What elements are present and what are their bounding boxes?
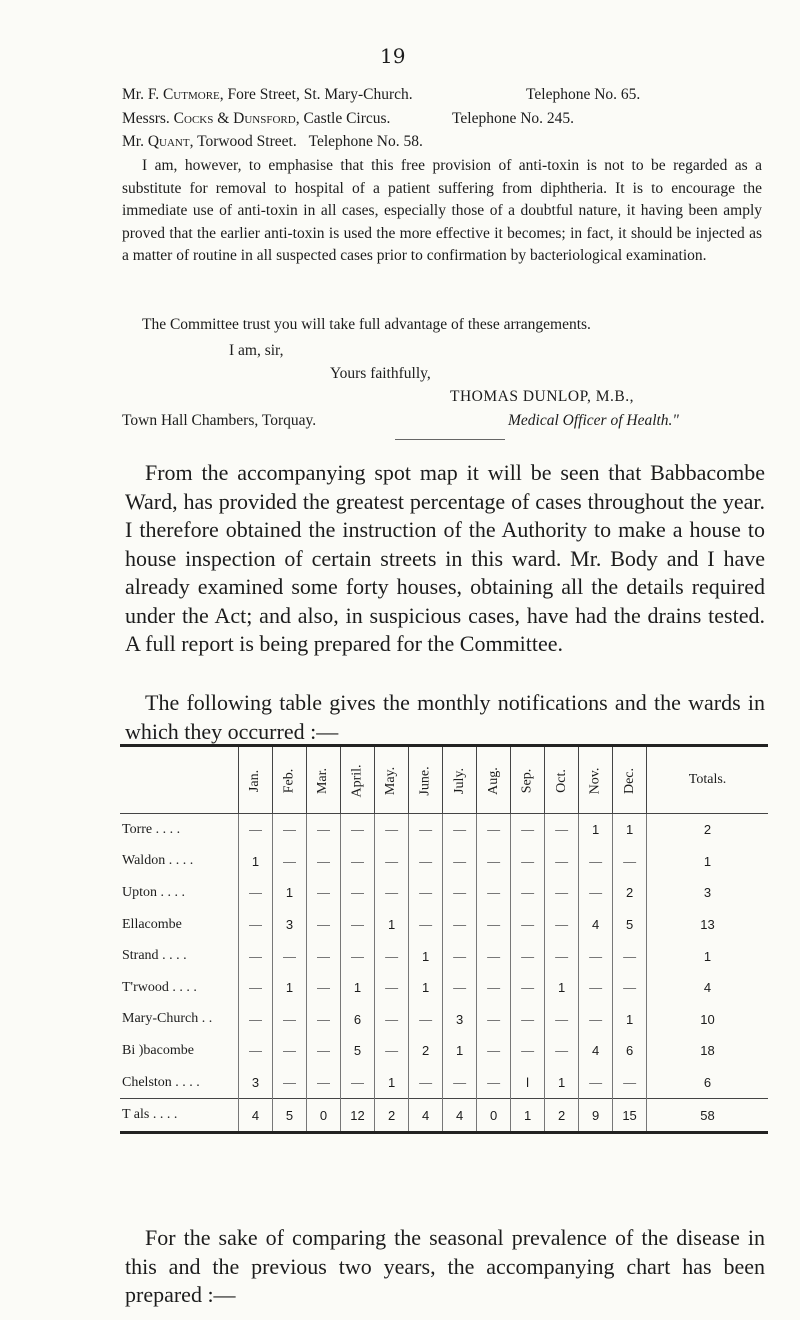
contact-name: Cocks & Dunsford: [173, 110, 296, 127]
table-cell: —: [341, 940, 375, 972]
ward-name: Waldon . . . .: [122, 853, 194, 869]
table-cell: 6: [613, 1035, 647, 1067]
table-cell: 1: [409, 972, 443, 1004]
table-cell: —: [443, 1067, 477, 1099]
contact-prefix: Mr.: [122, 133, 148, 150]
table-cell: 12: [341, 1099, 375, 1133]
header-oct: Oct.: [545, 746, 579, 814]
table-cell: —: [307, 814, 341, 846]
row-total: 58: [647, 1099, 768, 1133]
table-cell: —: [579, 972, 613, 1004]
row-total: 4: [647, 972, 768, 1004]
table-cell: 3: [239, 1067, 273, 1099]
table-cell: —: [511, 877, 545, 909]
header-mar: Mar.: [307, 746, 341, 814]
table-row: [120, 1035, 768, 1067]
header-july: July.: [443, 746, 477, 814]
contact-telephone: Telephone No. 65.: [526, 86, 641, 103]
table-row: [120, 1067, 768, 1099]
table-cell: —: [613, 1067, 647, 1099]
table-cell: —: [511, 846, 545, 878]
header-aug: Aug.: [477, 746, 511, 814]
table-cell: —: [307, 940, 341, 972]
table-cell: —: [579, 1067, 613, 1099]
table-cell: 4: [579, 1035, 613, 1067]
ward-name: Bi )bacombe: [122, 1042, 194, 1058]
table-cell: 1: [511, 1099, 545, 1133]
committee-line: The Committee trust you will take full advantage of these arrangements.: [142, 316, 591, 333]
table-cell: —: [341, 1067, 375, 1099]
table-row: [120, 909, 768, 941]
table-cell: 4: [579, 909, 613, 941]
header-blank: [120, 746, 239, 814]
row-total: 10: [647, 1004, 768, 1036]
table-cell: —: [273, 1035, 307, 1067]
table-row: [120, 972, 768, 1004]
table-cell: —: [307, 1004, 341, 1036]
table-cell: —: [239, 877, 273, 909]
table-cell: 4: [239, 1099, 273, 1133]
table-cell: —: [545, 814, 579, 846]
table-cell: —: [443, 940, 477, 972]
table-cell: —: [307, 1067, 341, 1099]
table-cell: —: [511, 1004, 545, 1036]
divider: [395, 439, 505, 440]
table-cell: —: [511, 1035, 545, 1067]
table-cell: —: [477, 846, 511, 878]
row-total: 13: [647, 909, 768, 941]
page-number: 19: [380, 44, 406, 68]
table-cell: 1: [375, 909, 409, 941]
table-cell: 4: [443, 1099, 477, 1133]
header-june: June.: [409, 746, 443, 814]
table-cell: —: [409, 909, 443, 941]
table-cell: 9: [579, 1099, 613, 1133]
table-cell: —: [477, 1004, 511, 1036]
table-row: [120, 1004, 768, 1036]
header-sep: Sep.: [511, 746, 545, 814]
table-cell: —: [613, 972, 647, 1004]
table-cell: —: [341, 846, 375, 878]
header-dec: Dec.: [613, 746, 647, 814]
table-cell: 1: [273, 877, 307, 909]
table-cell: —: [375, 1035, 409, 1067]
table-cell: —: [375, 814, 409, 846]
table-cell: —: [579, 846, 613, 878]
header-totals: Totals.: [647, 746, 768, 814]
table-cell: —: [613, 940, 647, 972]
header-jan: Jan.: [239, 746, 273, 814]
table-cell: 5: [273, 1099, 307, 1133]
table-intro: The following table gives the monthly notifications and the wards in which they occurred :—: [125, 690, 765, 744]
table-cell: 1: [273, 972, 307, 1004]
table-cell: —: [273, 1004, 307, 1036]
table-cell: 3: [273, 909, 307, 941]
table-cell: —: [375, 877, 409, 909]
table-row: [120, 814, 768, 846]
table-cell: —: [307, 1035, 341, 1067]
table-cell: —: [239, 940, 273, 972]
table-cell: —: [579, 877, 613, 909]
closing: Yours faithfully,: [330, 365, 431, 382]
table-row: [120, 940, 768, 972]
table-cell: 3: [443, 1004, 477, 1036]
address: Town Hall Chambers, Torquay.: [122, 412, 317, 429]
contact-cutmore: [122, 84, 762, 107]
table-cell: —: [273, 940, 307, 972]
table-cell: 1: [579, 814, 613, 846]
table-cell: —: [579, 1004, 613, 1036]
table-cell: —: [477, 972, 511, 1004]
table-cell: 1: [613, 814, 647, 846]
table-cell: 0: [307, 1099, 341, 1133]
table-cell: —: [545, 940, 579, 972]
contact-prefix: Mr. F.: [122, 86, 163, 103]
ward-name: Torre . . . .: [122, 821, 181, 837]
table-cell: —: [477, 1035, 511, 1067]
table-cell: —: [273, 1067, 307, 1099]
table-cell: —: [375, 846, 409, 878]
ward-name: Strand . . . .: [122, 948, 187, 964]
contact-cocks-dunsford: [122, 108, 762, 131]
table-cell: —: [375, 1004, 409, 1036]
table-cell: 2: [613, 877, 647, 909]
table-cell: —: [477, 940, 511, 972]
salutation: I am, sir,: [229, 342, 284, 359]
table-header-row: [120, 746, 768, 814]
table-cell: 1: [341, 972, 375, 1004]
table-cell: —: [341, 877, 375, 909]
row-total: 1: [647, 940, 768, 972]
header-may: May.: [375, 746, 409, 814]
contact-name: Cutmore: [162, 86, 220, 103]
table-cell: —: [545, 877, 579, 909]
table-cell: —: [307, 972, 341, 1004]
table-cell: —: [307, 846, 341, 878]
table-cell: —: [375, 972, 409, 1004]
table-cell: —: [613, 846, 647, 878]
table-cell: 15: [613, 1099, 647, 1133]
table-cell: —: [443, 972, 477, 1004]
contact-address: , Fore Street, St. Mary-Church.: [219, 86, 413, 103]
table-cell: —: [307, 877, 341, 909]
table-cell: 1: [613, 1004, 647, 1036]
table-row: [120, 877, 768, 909]
table-cell: 2: [545, 1099, 579, 1133]
ward-name: Upton . . . .: [122, 884, 185, 900]
officer-title: Medical Officer of Health.": [508, 412, 679, 429]
table-cell: 4: [409, 1099, 443, 1133]
table-cell: —: [545, 1004, 579, 1036]
table-cell: —: [511, 972, 545, 1004]
table-cell: —: [511, 909, 545, 941]
table-cell: 1: [443, 1035, 477, 1067]
contact-quant: [122, 131, 762, 154]
table-cell: —: [409, 1004, 443, 1036]
table-cell: —: [341, 909, 375, 941]
table-cell: —: [273, 814, 307, 846]
table-cell: —: [341, 814, 375, 846]
table-cell: 1: [375, 1067, 409, 1099]
contact-name: Quant: [147, 133, 190, 150]
table-cell: —: [409, 814, 443, 846]
table-cell: —: [239, 1035, 273, 1067]
table-cell: —: [443, 877, 477, 909]
signature: THOMAS DUNLOP, M.B.,: [450, 388, 634, 405]
contact-telephone: Telephone No. 58.: [308, 133, 423, 150]
table-cell: —: [239, 972, 273, 1004]
table-cell: —: [273, 846, 307, 878]
table-cell: 1: [239, 846, 273, 878]
contact-address: , Castle Circus.: [295, 110, 391, 127]
row-total: 3: [647, 877, 768, 909]
ward-name: Ellacombe: [122, 916, 182, 932]
table-cell: —: [511, 814, 545, 846]
notifications-table: [120, 744, 768, 1134]
table-cell: —: [239, 909, 273, 941]
table-cell: —: [545, 846, 579, 878]
table-cell: —: [443, 909, 477, 941]
ward-name: Mary-Church . .: [122, 1011, 213, 1027]
ward-name: T'rwood . . . .: [122, 979, 197, 995]
table-cell: —: [443, 814, 477, 846]
table-cell: —: [545, 909, 579, 941]
table-cell: 6: [341, 1004, 375, 1036]
table-cell: —: [511, 940, 545, 972]
row-total: 1: [647, 846, 768, 878]
table-cell: 1: [409, 940, 443, 972]
table-cell: —: [239, 814, 273, 846]
header-feb: Feb.: [273, 746, 307, 814]
table-cell: l: [511, 1067, 545, 1099]
totals-row: [120, 1099, 768, 1133]
ward-name: T als . . . .: [120, 1099, 239, 1133]
ward-name: Chelston . . . .: [122, 1074, 200, 1090]
header-april: April.: [341, 746, 375, 814]
contact-address: , Torwood Street.: [189, 133, 297, 150]
row-total: 18: [647, 1035, 768, 1067]
row-total: 6: [647, 1067, 768, 1099]
contact-telephone: Telephone No. 245.: [452, 110, 575, 127]
table-cell: —: [307, 909, 341, 941]
table-cell: —: [409, 846, 443, 878]
closing-paragraph: For the sake of comparing the seasonal prevalence of the disease in this and the previous two years, the accompanying chart has been prepared :—: [125, 1225, 765, 1307]
row-total: 2: [647, 814, 768, 846]
table-cell: —: [477, 877, 511, 909]
table-cell: 1: [545, 1067, 579, 1099]
table-cell: —: [477, 814, 511, 846]
table-cell: —: [477, 1067, 511, 1099]
table-cell: 0: [477, 1099, 511, 1133]
letter-paragraph: I am, however, to emphasise that this free provision of anti-toxin is not to be regarded as a substitute for removal to hospital of a patient suffering from diphtheria. It is to encourage the immediate use of anti-toxin in all cases, especially those of a doubtful nature, it having been amply proved that the earlier anti-toxin is used the more effective it becomes; in fact, it should be injected as a matter of routine in all suspected cases prior to confirmation by bacteriological examination.: [122, 157, 762, 264]
table-cell: —: [443, 846, 477, 878]
table-cell: —: [545, 1035, 579, 1067]
table-cell: —: [477, 909, 511, 941]
table-cell: 2: [409, 1035, 443, 1067]
table-cell: —: [409, 877, 443, 909]
table-cell: —: [375, 940, 409, 972]
table-row: [120, 846, 768, 878]
report-paragraph: From the accompanying spot map it will be seen that Babbacombe Ward, has provided the greatest percentage of cases throughout the year. I therefore obtained the instruction of the Authority to make a house to house inspection of certain streets in this ward. Mr. Body and I have already examined some forty houses, obtaining all the details required under the Act; and also, in suspicious cases, have had the drains tested. A full report is being prepared for the Committee.: [125, 460, 765, 656]
table-cell: —: [409, 1067, 443, 1099]
table-cell: 1: [545, 972, 579, 1004]
table-cell: —: [579, 940, 613, 972]
table-cell: —: [239, 1004, 273, 1036]
table-cell: 5: [613, 909, 647, 941]
contact-prefix: Messrs.: [122, 110, 174, 127]
table-cell: 2: [375, 1099, 409, 1133]
header-nov: Nov.: [579, 746, 613, 814]
table-cell: 5: [341, 1035, 375, 1067]
